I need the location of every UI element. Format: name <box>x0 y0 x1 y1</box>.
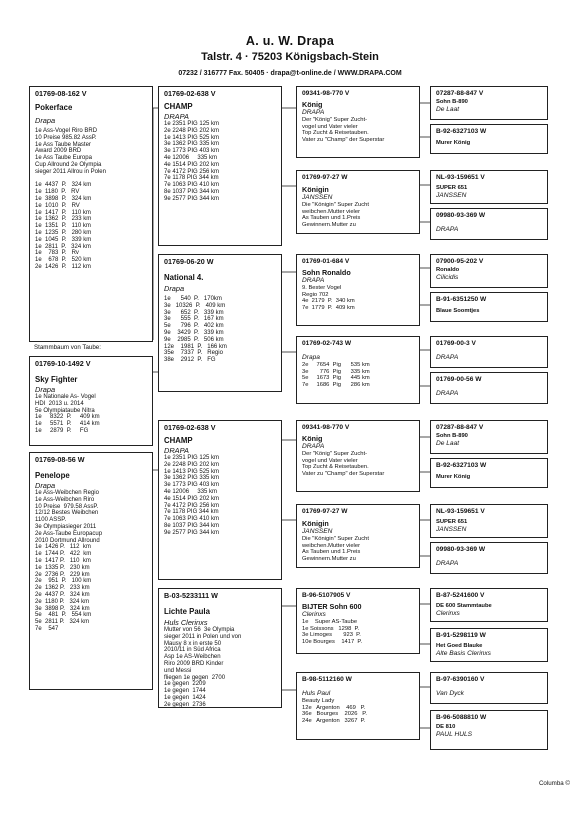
breeder-name: De Laat <box>436 440 460 447</box>
pigeon-name: BIJTER Sohn 600 <box>302 602 362 611</box>
performance-list <box>30 128 152 271</box>
pigeon-name: König <box>302 100 323 109</box>
performance-line: 2e 2248 PIG 202 km <box>164 127 220 134</box>
performance-line: 1100 ASSP. <box>35 517 67 524</box>
performance-line: 1e 5571 P. 414 km <box>35 421 100 428</box>
performance-line: Mutter von 56 3e Olympia <box>164 627 235 633</box>
great-grandparent-card <box>296 254 420 326</box>
performance-line: 4e 1514 PIG 202 km <box>164 161 220 168</box>
performance-line: Die "Königin" Super Zucht <box>302 202 369 208</box>
performance-line: 1e Ass-Weibchen Regio <box>35 490 99 496</box>
performance-line: Gewinnern.Mutter zu <box>302 221 356 228</box>
ring-number: B-97-6390160 V <box>436 676 485 683</box>
performance-line: 7e 1178 PIG 344 km <box>164 509 219 516</box>
performance-line: Vater zu "Champ" der Superstar <box>302 470 385 477</box>
performance-line: 2e gegen 2736 <box>164 701 206 708</box>
performance-line: 1e 1351 P. 110 km <box>35 223 91 230</box>
pigeon-name: CHAMP <box>164 436 193 445</box>
performance-line: 2e 2736 P. 229 km <box>35 571 90 578</box>
performance-line: As Tauben und 1.Preis <box>302 215 361 221</box>
performance-line: 3e 776 Pig 335 km <box>302 368 370 375</box>
great-grandparent-card <box>296 420 420 492</box>
pigeon-name: Lichte Paula <box>164 607 210 616</box>
gg-grandparent-card <box>430 170 548 204</box>
performance-line: 2e 4437 P. 324 km <box>35 591 90 598</box>
ring-number: B-96-5107905 V <box>302 592 351 599</box>
breeder-title: A. u. W. Drapa <box>245 34 335 48</box>
performance-line: 9e 2577 PIG 344 km <box>164 529 220 536</box>
performance-line: 1e 1426 P. 112 km <box>35 544 91 551</box>
breeder-name: De Laat <box>436 106 460 113</box>
performance-line: 1e Ass Taube Master <box>35 141 91 148</box>
gg-grandparent-card <box>430 458 548 488</box>
performance-line: Award 2009 BRD <box>35 148 82 155</box>
performance-line: 3e 652 P. 339 km <box>164 309 224 316</box>
gg-grandparent-card <box>430 208 548 240</box>
ring-number: NL-93-159651 V <box>436 174 485 181</box>
performance-line: 3e 10326 P. 409 km <box>164 302 226 309</box>
great-grandparent-card <box>296 86 420 158</box>
gg-grandparent-card <box>430 628 548 662</box>
performance-line: 1e Nationale As- Vogel <box>35 394 96 400</box>
breeder-name: JANSSEN <box>302 528 333 535</box>
ring-number: B-87-5241600 V <box>436 592 485 599</box>
great-grandparent-card <box>296 672 420 740</box>
performance-line: 9e 2985 P. 506 km <box>164 336 224 343</box>
performance-line: fliegen 1e gegen 2700 <box>164 674 226 681</box>
performance-line: 3e 1362 PIG 335 km <box>164 475 220 482</box>
breeder-name: DRAPA <box>164 446 189 455</box>
performance-line: 1e 1010 P. RV <box>35 202 80 209</box>
pigeon-name: DE 600 Stammtaube <box>436 603 492 609</box>
performance-line: 12/12 Bestes Weibchen <box>35 510 99 517</box>
gg-grandparent-card <box>430 336 548 368</box>
grandparent-card <box>158 254 282 392</box>
performance-line: weibchen.Mutter vieler <box>302 542 360 549</box>
breeder-name: Clerinxs <box>436 610 460 617</box>
pigeon-name: DE 810 <box>436 724 456 730</box>
ring-number: 01769-08-162 V <box>35 89 87 98</box>
performance-line: Vater zu "Champ" der Superstar <box>302 136 385 143</box>
performance-line: 24e Argenton 3267 P. <box>302 717 366 724</box>
pigeon-name: SUPER 651 <box>436 519 468 525</box>
pigeon-name: Sohn B-890 <box>436 99 468 105</box>
performance-line: Top Zucht & Reisetauben. <box>302 464 369 470</box>
performance-line: 1e 3898 P. 324 km <box>35 195 92 202</box>
ring-number: 01769-02-638 V <box>164 423 216 432</box>
performance-line: 8e 1037 PIG 344 km <box>164 188 220 195</box>
performance-line: 1e Super AS-Taube <box>302 619 358 625</box>
performance-line: 1e 1362 P. 233 km <box>35 216 92 223</box>
performance-line: vogel und Vater vieler <box>302 457 358 464</box>
performance-line: 1e 2811 P. 324 km <box>35 243 91 250</box>
performance-line: 5e Olympiataube Nitra <box>35 407 95 414</box>
pigeon-name: Murer König <box>436 474 471 480</box>
performance-list <box>30 394 152 435</box>
ring-number: 01769-10-1492 V <box>35 359 91 368</box>
performance-line: 1e Ass Taube Europa <box>35 155 92 162</box>
ring-number: B-91-6351250 W <box>436 296 487 303</box>
ring-number: B-03-5233111 W <box>164 591 218 600</box>
performance-line: 1e gegen 1744 <box>164 688 206 695</box>
pigeon-name: CHAMP <box>164 102 193 111</box>
pigeon-name: Penelope <box>35 471 70 480</box>
grandparent-card <box>158 588 282 708</box>
breeder-name: Drapa <box>164 284 185 293</box>
pigeon-name: Sohn Ronaldo <box>302 268 351 277</box>
performance-line: 3e 3898 P. 324 km <box>35 605 90 612</box>
performance-line: 3e Olympiasieger 2011 <box>35 523 97 530</box>
performance-list <box>159 627 281 708</box>
breeder-name: DRAPA <box>436 354 459 361</box>
grandparent-card <box>158 86 282 246</box>
performance-line: 7e 547 <box>35 625 59 632</box>
performance-line: 3e 555 P. 167 km <box>164 316 224 323</box>
performance-line: 10 Preise 985.82 AssP. <box>35 134 97 141</box>
performance-line: 1e Ass-Vogel Riro BRD <box>35 128 98 134</box>
ring-number: 01769-08-56 W <box>35 455 85 464</box>
performance-line: Top Zucht & Reisetauben. <box>302 130 369 136</box>
ring-number: 01769-06-20 W <box>164 257 214 266</box>
pigeon-name: SUPER 651 <box>436 185 468 191</box>
performance-line: 7e 4172 PIG 256 km <box>164 168 220 175</box>
performance-line: 7e 1063 PIG 410 km <box>164 516 220 523</box>
pigeon-name: Königin <box>302 519 329 528</box>
ring-number: 01769-97-27 W <box>302 508 348 515</box>
performance-line: 2e 951 P. 100 km <box>35 578 92 585</box>
great-grandparent-card <box>296 504 420 568</box>
performance-line: 2e Ass-Taube Europacup <box>35 530 103 537</box>
performance-list <box>159 296 281 364</box>
gg-grandparent-card <box>430 124 548 154</box>
performance-line: 1e 1335 P. 230 km <box>35 564 90 571</box>
performance-line: 2010/11 in Süd Africa <box>164 647 221 654</box>
subject-card <box>29 86 153 342</box>
pedigree-separator: Stammbaum von Taube: <box>34 344 101 351</box>
breeder-name: Huls Paul <box>302 690 331 697</box>
performance-line: 10e Bourges 1417 P. <box>302 638 363 645</box>
breeder-name: JANSSEN <box>302 194 333 201</box>
ring-number: 07287-88-847 V <box>436 90 484 97</box>
breeder-name: Alte Basis Clerinxs <box>436 650 491 657</box>
breeder-address: Talstr. 4 · 75203 Königsbach-Stein <box>201 51 379 63</box>
gg-grandparent-card <box>430 542 548 574</box>
performance-line: 3e Limoges 923 P. <box>302 632 361 638</box>
gg-grandparent-card <box>430 254 548 288</box>
ring-number: 09980-93-369 W <box>436 212 486 219</box>
performance-list <box>159 121 281 203</box>
breeder-name: Drapa <box>35 481 56 490</box>
performance-list <box>297 202 419 228</box>
breeder-name: JANSSEN <box>436 192 467 199</box>
ring-number: 01769-97-27 W <box>302 174 348 181</box>
performance-line: 1e 2879 P. FG <box>35 427 89 434</box>
ring-number: 01769-00-3 V <box>436 340 476 347</box>
performance-line: 1e 540 P. 170km <box>164 296 222 302</box>
breeder-name: DRAPA <box>302 109 325 116</box>
grandparent-card <box>158 420 282 580</box>
performance-list <box>159 455 281 537</box>
performance-line: 5e 1673 Pig 445 km <box>302 375 370 381</box>
performance-list <box>297 451 419 477</box>
breeder-name: Drapa <box>302 354 320 361</box>
performance-line: 8e 1037 PIG 344 km <box>164 522 220 529</box>
breeder-name: Van Dyck <box>436 690 464 697</box>
ring-number: 09341-98-770 V <box>302 90 350 97</box>
performance-line: 1e gegen 2209 <box>164 681 206 688</box>
performance-line: weibchen.Mutter vieler <box>302 208 360 215</box>
performance-line: 4e 12006 335 km <box>164 154 218 161</box>
performance-line: 1e gegen 1424 <box>164 694 206 701</box>
performance-line: Mausy 8 x in erste 50 <box>164 640 222 647</box>
ring-number: 07287-88-847 V <box>436 424 484 431</box>
performance-line <box>30 176 152 183</box>
ring-number: B-98-5112160 W <box>302 676 352 683</box>
performance-line: 2010 Dortmund Allround <box>35 537 100 544</box>
breeder-name: DRAPA <box>436 390 459 397</box>
performance-line: 35e 7337 P. Regio <box>164 350 223 357</box>
pigeon-name: Ronaldo <box>436 267 460 273</box>
ring-number: B-91-5298119 W <box>436 632 486 639</box>
great-grandparent-card <box>296 170 420 234</box>
ring-number: 01769-02-638 V <box>164 89 216 98</box>
gg-grandparent-card <box>430 672 548 704</box>
performance-line: 2e 1362 P. 233 km <box>35 585 90 592</box>
gg-grandparent-card <box>430 86 548 120</box>
performance-line: und Messi <box>164 667 192 674</box>
breeder-name: JANSSEN <box>436 526 467 533</box>
footer-credit: Columba © <box>538 780 570 787</box>
ring-number: 01769-01-684 V <box>302 258 350 265</box>
breeder-name: Clerinxs <box>302 611 326 618</box>
performance-line: 2e 7654 Pig 535 km <box>302 362 370 368</box>
performance-line: vogel und Vater vieler <box>302 123 358 130</box>
sire-card <box>29 356 153 446</box>
performance-line: 7e 1178 PIG 344 km <box>164 175 219 182</box>
performance-line: 3e 1362 PIG 335 km <box>164 141 220 148</box>
performance-line: 4e 2179 P. 340 km <box>302 298 355 304</box>
performance-line: Der "König" Super Zucht- <box>302 451 368 457</box>
performance-line: HDI 2013 u. 2014 <box>35 400 84 407</box>
ring-number: B-92-6327103 W <box>436 462 487 469</box>
performance-line: 1e 1413 PIG 525 km <box>164 134 220 141</box>
performance-line: 1e 1235 P. 280 km <box>35 229 92 236</box>
performance-line: 7e 1779 P. 409 km <box>302 304 355 311</box>
performance-line: 9e 2577 PIG 344 km <box>164 195 220 202</box>
gg-grandparent-card <box>430 504 548 538</box>
performance-line: 1e 783 P. Rv <box>35 250 79 257</box>
performance-line: 38e 2912 P. FG <box>164 357 216 364</box>
performance-line: 1e 1413 PIG 525 km <box>164 468 220 475</box>
performance-line: 1e 2351 PIG 125 km <box>164 121 220 127</box>
gg-grandparent-card <box>430 588 548 622</box>
performance-line: 4e 1514 PIG 202 km <box>164 495 220 502</box>
great-grandparent-card <box>296 336 420 404</box>
performance-line: 1e 2351 PIG 125 km <box>164 455 220 461</box>
performance-line: 3e 1773 PIG 403 km <box>164 148 220 155</box>
pigeon-name: Blaue Soomtjes <box>436 308 480 314</box>
performance-line: 1e 8322 P. 409 km <box>35 414 100 421</box>
ring-number: B-92-6327103 W <box>436 128 487 135</box>
performance-line: 1e 1417 P. 110 km <box>35 209 91 216</box>
breeder-name: PAUL HULS <box>436 731 473 738</box>
ring-number: 07900-95-202 V <box>436 258 484 265</box>
ring-number: 01769-02-743 W <box>302 340 352 347</box>
performance-line: 12e Argenton 469 P. <box>302 704 366 711</box>
performance-line: 7e 1686 Pig 286 km <box>302 381 370 388</box>
breeder-name: DRAPA <box>164 112 189 121</box>
performance-list <box>297 698 419 724</box>
pigeon-name: Het Goed Blauke <box>436 643 483 649</box>
performance-line: 9e 3429 P. 339 km <box>164 329 224 336</box>
breeder-contact: 07232 / 316777 Fax. 50405 · drapa@t-online.de / WWW.DRAPA.COM <box>178 70 402 77</box>
dam-card <box>29 452 153 690</box>
ring-number: 09980-93-369 W <box>436 546 486 553</box>
performance-line: 2e 2248 PIG 202 km <box>164 461 220 468</box>
breeder-name: Drapa <box>35 385 56 394</box>
performance-line: 7e 1063 PIG 410 km <box>164 182 220 189</box>
performance-list <box>30 490 152 633</box>
performance-line: 1e 1417 P. 110 km <box>35 557 91 564</box>
performance-line: Cup Allround 2e Olympia <box>35 161 102 168</box>
performance-line: 1e 1180 P. RV <box>35 189 80 196</box>
performance-list <box>297 117 419 143</box>
performance-line: 10 Preise 979.58 AssP. <box>35 503 99 510</box>
breeder-name: Huls Clerinxs <box>164 618 208 627</box>
breeder-name: Drapa <box>35 116 56 125</box>
performance-list <box>297 362 419 388</box>
performance-line: Beauty Lady <box>302 698 335 704</box>
gg-grandparent-card <box>430 420 548 454</box>
performance-line: Riro 2009 BRD Kinder <box>164 660 224 667</box>
performance-line: Regio 702 <box>302 291 329 298</box>
breeder-name: Cilicidis <box>436 274 459 281</box>
performance-line: 5e 481 P. 554 km <box>35 612 92 619</box>
breeder-name: DRAPA <box>436 560 459 567</box>
gg-grandparent-card <box>430 710 548 750</box>
performance-line: 2e 1426 P. 112 km <box>35 263 91 270</box>
performance-line: Asp 1e AS-Weibchen <box>164 654 221 661</box>
pigeon-name: Sohn B-890 <box>436 433 468 439</box>
gg-grandparent-card <box>430 372 548 404</box>
performance-line: As Tauben und 1.Preis <box>302 549 361 555</box>
pigeon-name: Pokerface <box>35 103 73 112</box>
performance-line: 1e 4437 P. 324 km <box>35 182 92 189</box>
performance-line: 1e 678 P. 520 km <box>35 257 92 264</box>
performance-line: 5e 796 P. 402 km <box>164 323 224 330</box>
performance-line: Gewinnern.Mutter zu <box>302 555 356 562</box>
performance-line: 1e 1045 P. 339 km <box>35 236 92 243</box>
performance-line: 36e Bourges 2026 P. <box>302 711 367 717</box>
breeder-name: DRAPA <box>302 443 325 450</box>
great-grandparent-card <box>296 588 420 654</box>
gg-grandparent-card <box>430 292 548 322</box>
breeder-name: DRAPA <box>302 277 325 284</box>
pigeon-name: National 4. <box>164 273 204 282</box>
pigeon-name: Königin <box>302 185 329 194</box>
performance-line: Der "König" Super Zucht- <box>302 117 368 123</box>
pigeon-name: König <box>302 434 323 443</box>
performance-line: 3e 1773 PIG 403 km <box>164 482 220 489</box>
performance-list <box>297 285 419 311</box>
pigeon-name: Sky Fighter <box>35 375 78 384</box>
performance-line: 7e 4172 PIG 256 km <box>164 502 220 509</box>
pigeon-name: Murer König <box>436 140 471 146</box>
performance-line: sieger 2011 in Polen und von <box>164 633 242 640</box>
ring-number: NL-93-159651 V <box>436 508 485 515</box>
performance-list <box>297 536 419 562</box>
ring-number: B-96-5088810 W <box>436 714 487 721</box>
performance-list <box>297 619 419 645</box>
performance-line: 1e Soissons 1298 P. <box>302 625 360 632</box>
performance-line: 9. Bester Vogel <box>302 285 342 291</box>
performance-line: 1e Ass-Weibchen Riro <box>35 496 95 503</box>
performance-line: 2e 1180 P. 324 km <box>35 598 90 605</box>
performance-line: Die "Königin" Super Zucht <box>302 536 369 542</box>
breeder-name: DRAPA <box>436 226 459 233</box>
ring-number: 01769-00-56 W <box>436 376 482 383</box>
performance-line: 5e 2811 P. 324 km <box>35 619 90 626</box>
performance-line: 1e 1744 P. 422 km <box>35 551 92 558</box>
performance-line: 12e 1981 P. 166 km <box>164 343 227 350</box>
ring-number: 09341-98-770 V <box>302 424 350 431</box>
performance-line: sieger 2011 Allrou in Polen <box>35 168 106 175</box>
performance-line: 4e 12006 335 km <box>164 488 218 495</box>
